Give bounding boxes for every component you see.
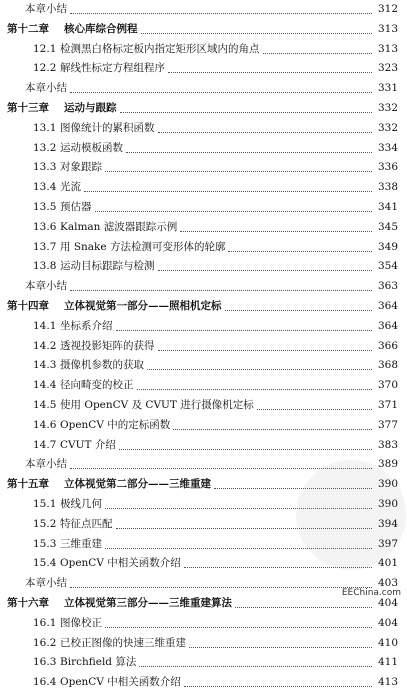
toc-title: 核心库综合例程 [64,22,138,35]
toc-page-number: 413 [377,676,398,689]
toc-page-number: 331 [377,82,398,95]
toc-page-number: 371 [377,398,398,411]
toc-chapter-row[interactable] [0,297,407,317]
toc-number: 16.1 [33,616,57,629]
toc-number: 16.4 [33,676,57,689]
toc-section-row[interactable] [0,634,407,654]
toc-number: 第十二章 [7,22,49,35]
toc-section-row[interactable] [0,436,407,456]
toc-title: 预估器 [60,200,92,213]
toc-title: 三维重建 [60,537,102,550]
dot-leader [84,191,372,192]
toc-page-number: 334 [377,141,398,154]
toc-number: 14.1 [33,319,57,332]
toc-section-row[interactable] [0,515,407,535]
toc-page-number: 312 [377,3,398,15]
toc-number: 13.6 [33,220,57,233]
toc-title: 用 Snake 方法检测可变形体的轮廓 [60,240,226,253]
dot-leader [105,171,372,172]
toc-title: 立体视觉第二部分——三维重建 [64,478,211,491]
toc-page-number: 383 [377,438,398,451]
toc-number: 14.3 [33,359,57,372]
toc-number: 13.3 [33,161,57,174]
toc-number: 15.4 [33,557,57,570]
toc-page-number: 341 [377,200,398,213]
toc-title: 极线几何 [60,497,102,510]
toc-number: 13.4 [33,181,57,194]
toc-summary-row[interactable] [0,455,407,475]
toc-title: 本章小结 [25,82,67,95]
toc-title: 本章小结 [25,280,67,293]
watermark-text: EEChina.com [341,588,401,598]
dot-leader [214,488,372,489]
dot-leader [116,330,372,331]
toc-title: 光流 [60,181,81,194]
dot-leader [116,528,372,529]
toc-number: 第十六章 [7,596,49,609]
toc-number: 16.2 [33,636,57,649]
toc-number: 12.1 [33,42,57,55]
dot-leader [158,270,372,271]
toc-title: 图像统计的累积函数 [60,121,155,134]
toc-page-number: 364 [377,319,398,332]
toc-chapter-row[interactable] [0,475,407,495]
dot-leader [70,92,372,93]
toc-page-number: 313 [377,42,398,55]
toc-section-row[interactable] [0,614,407,634]
toc-page-number: 404 [377,616,398,629]
toc-page-number: 364 [377,299,398,312]
toc-section-row[interactable] [0,554,407,574]
dot-leader [137,389,372,390]
toc-number: 15.2 [33,517,57,530]
toc-title: 使用 OpenCV 及 CVUT 进行摄像机定标 [60,398,254,411]
toc-title: OpenCV 中的定标函数 [60,418,171,431]
dot-leader [105,548,372,549]
toc-page-number: 401 [377,557,398,570]
dot-leader [180,231,372,232]
toc-title: 透视投影矩阵的获得 [60,339,155,352]
dot-leader [184,567,372,568]
toc-title: CVUT 介绍 [60,438,116,451]
toc-page-number: 368 [377,359,398,372]
toc-title: 运动与跟踪 [64,101,117,114]
toc-page-number: 323 [377,62,398,75]
toc-section-row[interactable] [0,59,407,79]
toc-title: 特征点匹配 [60,517,113,530]
toc-number: 15.1 [33,497,57,510]
dot-leader [225,310,372,311]
dot-leader [70,587,372,588]
toc-page-number: 389 [377,458,398,471]
toc-page-number: 377 [377,418,398,431]
toc-section-row[interactable] [0,40,407,60]
toc-page-number: 410 [377,636,398,649]
toc-chapter-row[interactable] [0,99,407,119]
toc-title: 对象跟踪 [60,161,102,174]
toc-summary-row[interactable] [0,0,407,20]
toc-page-number: 336 [377,161,398,174]
dot-leader [189,647,372,648]
toc-page-number: 363 [377,280,398,293]
dot-leader [70,290,372,291]
toc-page-number: 332 [377,121,398,134]
toc-number: 13.8 [33,260,57,273]
toc-number: 第十五章 [7,478,49,491]
toc-summary-row[interactable] [0,79,407,99]
toc-section-row[interactable] [0,139,407,159]
toc-title: 已校正图像的快速三维重建 [60,636,186,649]
dot-leader [70,468,372,469]
toc-section-row[interactable] [0,158,407,178]
dot-leader [173,429,372,430]
toc-title: OpenCV 中相关函数介绍 [60,557,181,570]
toc-number: 第十三章 [7,101,49,114]
toc-title: 解线性标定方程组程序 [60,62,165,75]
toc-page-number: 390 [377,497,398,510]
toc-title: 运动目标跟踪与检测 [60,260,155,273]
toc-section-row[interactable] [0,535,407,555]
dot-leader [95,211,372,212]
toc-section-row[interactable] [0,495,407,515]
toc-section-row[interactable] [0,673,407,693]
toc-section-row[interactable] [0,396,407,416]
toc-page-number: 345 [377,220,398,233]
toc-page-number: 370 [377,379,398,392]
toc-title: 本章小结 [25,3,67,15]
toc-page-number: 354 [377,260,398,273]
dot-leader [70,13,372,14]
toc-section-row[interactable] [0,337,407,357]
toc-title: Kalman 滤波器跟踪示例 [60,220,178,233]
toc-title: 摄像机参数的获取 [60,359,144,372]
toc-title: 检测黑白格标定板内指定矩形区域内的角点 [60,42,260,55]
dot-leader [228,251,372,252]
toc-summary-row[interactable] [0,277,407,297]
toc-section-row[interactable] [0,198,407,218]
toc-section-row[interactable] [0,119,407,139]
toc-number: 14.2 [33,339,57,352]
dot-leader [126,152,372,153]
toc-number: 13.1 [33,121,57,134]
toc-page-number: 404 [377,596,398,609]
toc-section-row[interactable] [0,178,407,198]
dot-leader [263,53,372,54]
toc-page-number: 332 [377,101,398,114]
toc-page-number: 366 [377,339,398,352]
toc-section-row[interactable] [0,356,407,376]
dot-leader [105,627,372,628]
toc-page-number: 411 [377,656,398,669]
dot-leader [158,132,372,133]
dot-leader [257,409,372,410]
toc-number: 15.3 [33,537,57,550]
toc-page-number: 338 [377,181,398,194]
toc-number: 第十四章 [7,299,49,312]
dot-leader [120,112,372,113]
toc-number: 16.3 [33,656,57,669]
toc-title: 运动模板函数 [60,141,123,154]
dot-leader [147,369,372,370]
toc-section-row[interactable] [0,317,407,337]
toc-page-number: 313 [377,22,398,35]
toc-number: 13.5 [33,200,57,213]
toc-section-row[interactable] [0,238,407,258]
toc-title: 本章小结 [25,458,67,471]
dot-leader [139,666,372,667]
dot-leader [184,686,372,687]
toc-title: Birchfield 算法 [60,656,137,669]
toc-title: 立体视觉第三部分——三维重建算法 [64,596,232,609]
dot-leader [168,72,372,73]
toc-section-row[interactable] [0,376,407,396]
toc-number: 13.2 [33,141,57,154]
dot-leader [141,33,372,34]
toc-number: 14.4 [33,379,57,392]
toc-section-row[interactable] [0,257,407,277]
toc-page-number: 397 [377,537,398,550]
toc-page-number: 394 [377,517,398,530]
dot-leader [158,350,372,351]
toc-title: 图像校正 [60,616,102,629]
toc-page-number: 349 [377,240,398,253]
toc-section-row[interactable] [0,653,407,673]
toc-title: 坐标系介绍 [60,319,113,332]
toc-title: OpenCV 中相关函数介绍 [60,676,181,689]
toc-number: 14.6 [33,418,57,431]
toc-section-row[interactable] [0,416,407,436]
toc-title: 本章小结 [25,577,67,590]
toc-number: 13.7 [33,240,57,253]
dot-leader [235,607,372,608]
dot-leader [119,449,372,450]
toc-number: 14.7 [33,438,57,451]
toc-section-row[interactable] [0,218,407,238]
toc-page-number: 390 [377,478,398,491]
toc-page-number: 403 [377,577,398,590]
toc-chapter-row[interactable] [0,20,407,40]
toc-title: 立体视觉第一部分——照相机定标 [64,299,222,312]
dot-leader [105,508,372,509]
toc-number: 14.5 [33,398,57,411]
toc-number: 12.2 [33,62,57,75]
toc-title: 径向畸变的校正 [60,379,134,392]
